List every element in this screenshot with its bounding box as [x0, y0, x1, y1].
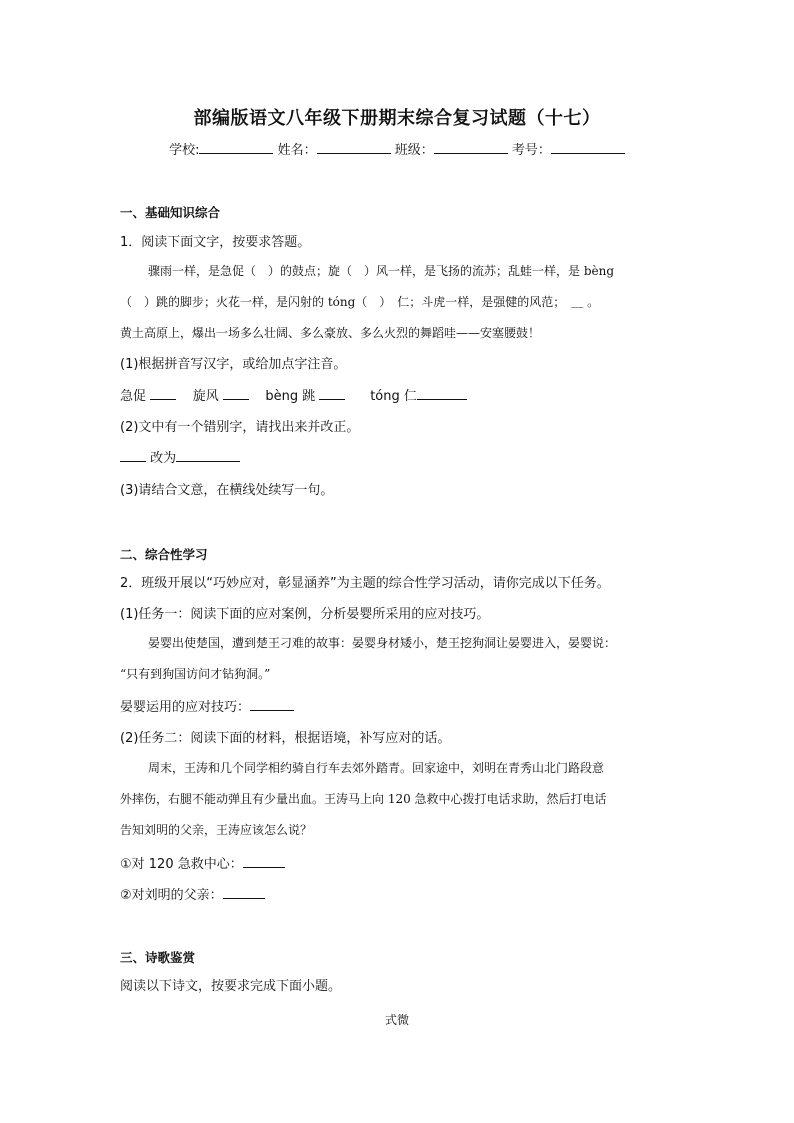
name-blank[interactable] [317, 140, 391, 154]
sub1-blank-3[interactable] [319, 386, 345, 400]
sub2-fix-blank[interactable] [176, 448, 240, 462]
passage3-line2: 外摔伤，右腿不能动弹且有少量出血。王涛马上向 120 急救中心拨打电话求助，然后打电话 [120, 792, 607, 806]
answer-2b-blank[interactable] [223, 885, 265, 899]
answer-2a-blank[interactable] [243, 854, 285, 868]
answer-2a-row [120, 853, 285, 872]
sub2-wrong-blank[interactable] [120, 448, 146, 462]
class-label: 班级： [394, 143, 434, 158]
task-2: (2)任务二：阅读下面的材料，根据语境，补写应对的话。 [120, 731, 451, 746]
section3-heading: 三、诗歌鉴赏 [120, 950, 196, 965]
sub-question-3: (3)请结合文意，在横线处续写一句。 [120, 483, 334, 498]
school-label: 学校: [169, 143, 200, 158]
school-blank[interactable] [199, 140, 273, 154]
class-blank[interactable] [434, 140, 508, 154]
answer-1-row [120, 696, 294, 715]
passage1-line2: （ ）跳的脚步；火花一样，是闪射的 tóng（ ） 仁；斗虎一样，是强健的风范； ＿ 。 [120, 295, 600, 309]
exam-title: 部编版语文八年级下册期末综合复习试题（十七） [193, 108, 601, 129]
task-1: (1)任务一：阅读下面的应对案例，分析晏婴所采用的应对技巧。 [120, 607, 490, 622]
passage1-line1: 骤雨一样，是急促（ ）的鼓点；旋（ ）风一样，是飞扬的流苏；乱蛙一样，是 bèng [148, 264, 615, 278]
sub1-blank-4[interactable] [417, 386, 467, 400]
section1-heading: 一、基础知识综合 [120, 205, 221, 220]
answer-1-label: 晏婴运用的应对技巧： [120, 700, 251, 715]
passage3-line1: 周末，王涛和几个同学相约骑自行车去郊外踏青。回家途中，刘明在青秀山北门路段意 [148, 761, 605, 775]
sub1-item-4: tóng 仁 [370, 389, 417, 404]
section3-intro: 阅读以下诗文，按要求完成下面小题。 [120, 979, 342, 994]
poem-title: 式微 [384, 1013, 409, 1027]
section2-heading: 二、综合性学习 [120, 547, 208, 562]
answer-2a-label: ①对 120 急救中心： [120, 857, 243, 872]
sub1-item-2: 旋风 [192, 389, 219, 404]
passage1-line3: 黄土高原上，爆出一场多么壮阔、多么豪放、多么火烈的舞蹈哇——安塞腰鼓！ [120, 326, 541, 340]
sub-question-2: (2)文中有一个错别字，请找出来并改正。 [120, 420, 360, 435]
answer-2b-row [120, 884, 265, 903]
question-2: 2．班级开展以“巧妙应对，彰显涵养”为主题的综合性学习活动，请你完成以下任务。 [120, 576, 610, 591]
answer-2b-label: ②对刘明的父亲： [120, 888, 223, 903]
question-1: 1．阅读下面文字，按要求答题。 [120, 235, 311, 250]
passage2-line2: “只有到狗国访问才钻狗洞。” [120, 667, 271, 681]
sub-question-1: (1)根据拼音写汉字，或给加点字注音。 [120, 357, 347, 372]
answer-1-blank[interactable] [250, 697, 294, 711]
sub1-answer-row [120, 385, 467, 404]
passage2-line1: 晏婴出使楚国，遭到楚王刁难的故事：晏婴身材矮小，楚王挖狗洞让晏婴进入，晏婴说： [148, 636, 617, 650]
student-info-line [0, 139, 794, 158]
name-label: 姓名： [277, 143, 317, 158]
exam-no-label: 考号： [511, 143, 551, 158]
sub1-item-1: 急促 [120, 389, 147, 404]
sub2-answer-row [120, 447, 240, 466]
passage3-line3: 告知刘明的父亲，王涛应该怎么说？ [120, 823, 313, 837]
sub2-fix-label: 改为 [150, 451, 177, 466]
sub1-blank-2[interactable] [223, 386, 249, 400]
exam-no-blank[interactable] [551, 140, 625, 154]
sub1-item-3: bèng 跳 [265, 389, 316, 404]
sub1-blank-1[interactable] [150, 386, 176, 400]
